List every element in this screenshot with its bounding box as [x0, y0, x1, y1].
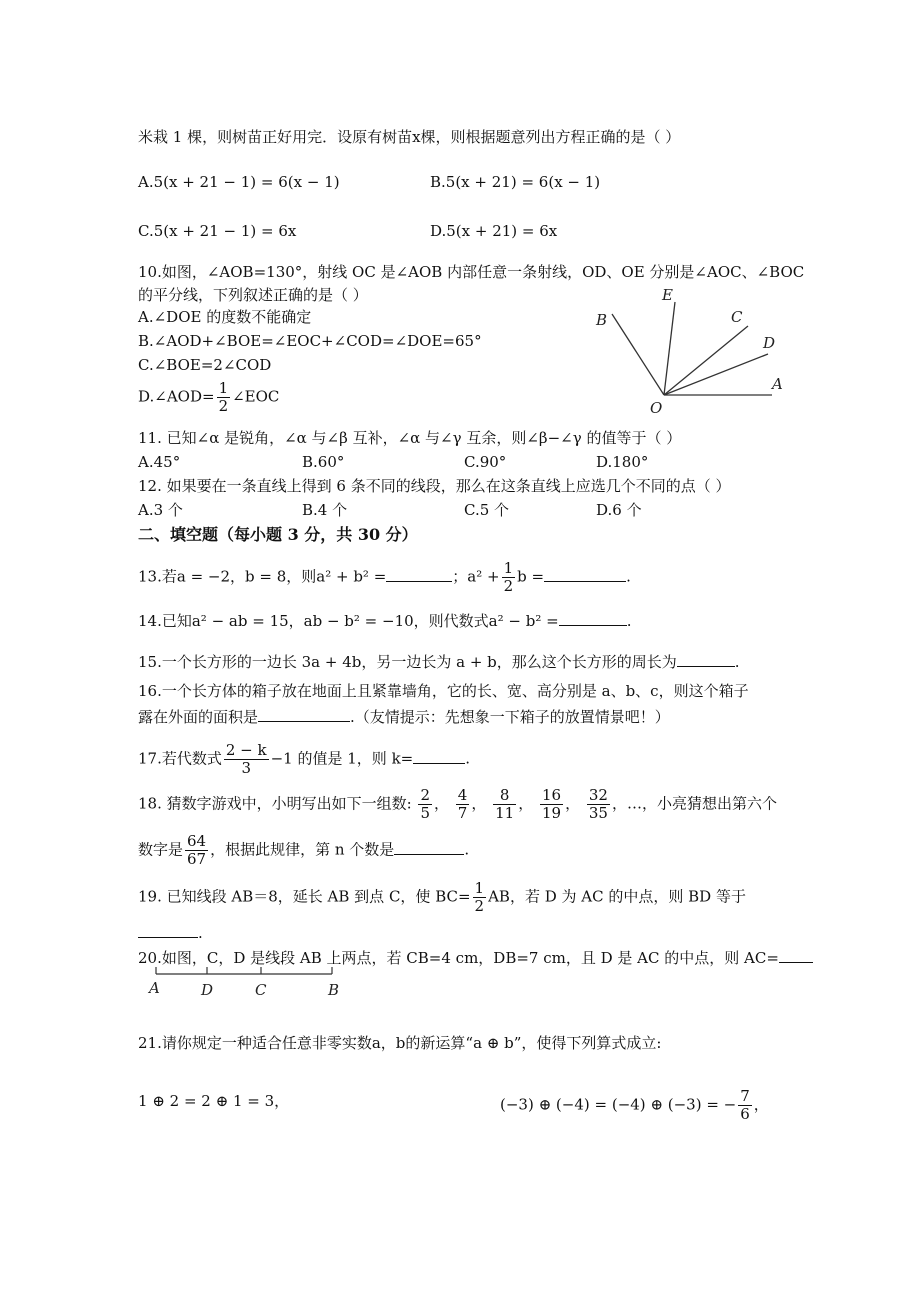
q12-option-c: C.5 个 [464, 501, 510, 519]
point-c: C [255, 981, 267, 999]
point-a: A [149, 979, 160, 997]
q14: 14.已知a² − ab = 15，ab − b² = −10，则代数式a² − b² = . [138, 609, 631, 631]
q10-line2: 的平分线，下列叙述正确的是（ ） [138, 286, 368, 304]
q18-line1: 18. 猜数字游戏中，小明写出如下一组数: $\frac{2}{5}$ ， $\frac{4}{7}$ ， $\frac{8}{11}$ ， $\frac{16}{19}$ ， $\frac{32}{35}$ ，…，小亮猜想出第六个 [138, 786, 777, 822]
q9-option-c: C.5(x + 21 − 1) = 6x [138, 222, 297, 240]
q10-line1: 10.如图，∠AOB=130°，射线 OC 是∠AOB 内部任意一条射线，OD、OE 分别是∠AOC、∠BOC [138, 263, 805, 281]
q19-line2: . [138, 921, 203, 943]
q20: 20.如图，C，D 是线段 AB 上两点，若 CB=4 cm，DB=7 cm，且 D 是 AC 的中点，则 AC= [138, 946, 813, 968]
q12-option-a: A.3 个 [138, 501, 183, 519]
ray-oc [664, 326, 748, 395]
q13: 13.若a = −2，b = 8，则a² + b² = ；a² + $\frac{1}{2}$ b = . [138, 559, 631, 595]
q16-line1: 16.一个长方体的箱子放在地面上且紧靠墙角，它的长、宽、高分别是 a、b、c，则这个箱子 [138, 682, 749, 700]
label-d: D [763, 334, 776, 352]
q21-stem: 21.请你规定一种适合任意非零实数a，b的新运算“a ⊕ b”，使得下列算式成立: [138, 1034, 662, 1052]
q21-eq1: 1 ⊕ 2 = 2 ⊕ 1 = 3， [138, 1092, 290, 1110]
q10-option-b: B.∠AOD+∠BOE=∠EOC+∠COD=∠DOE=65° [138, 332, 482, 350]
q16-line2: 露在外面的面积是 .（友情提示：先想象一下箱子的放置情景吧！） [138, 705, 670, 727]
q11-stem: 11. 已知∠α 是锐角，∠α 与∠β 互补，∠α 与∠γ 互余，则∠β−∠γ 的值等于（ ） [138, 429, 682, 447]
q9-option-d: D.5(x + 21) = 6x [430, 222, 558, 240]
q10-option-c: C.∠BOE=2∠COD [138, 356, 272, 374]
q12-stem: 12. 如果要在一条直线上得到 6 条不同的线段，那么在这条直线上应选几个不同的点（ ） [138, 477, 731, 495]
q12-option-b: B.4 个 [302, 501, 348, 519]
q10-option-a: A.∠DOE 的度数不能确定 [138, 308, 312, 326]
q11-option-c: C.90° [464, 453, 507, 471]
q19-line1: 19. 已知线段 AB＝8，延长 AB 到点 C，使 BC= $\frac{1}{2}$ AB，若 D 为 AC 的中点，则 BD 等于 [138, 879, 746, 915]
q9-option-a: A.5(x + 21 − 1) = 6(x − 1) [138, 173, 340, 191]
q11-option-a: A.45° [138, 453, 181, 471]
ray-od [664, 354, 768, 395]
q17: 17.若代数式 $\frac{2 - k}{3}$ −1 的值是 1，则 k= . [138, 741, 471, 777]
q10-option-d: D.∠AOD= $\frac{1}{2}$ ∠EOC [138, 379, 280, 415]
point-d: D [201, 981, 214, 999]
label-a: A [772, 375, 783, 393]
q9-option-b: B.5(x + 21) = 6(x − 1) [430, 173, 601, 191]
segment-figure [140, 962, 350, 1000]
section-2-heading: 二、填空题（每小题 3 分，共 30 分） [138, 525, 418, 544]
q11-option-b: B.60° [302, 453, 345, 471]
q12-option-d: D.6 个 [596, 501, 642, 519]
q15: 15.一个长方形的一边长 3a + 4b，另一边长为 a + b，那么这个长方形的周长为 . [138, 650, 740, 672]
label-e: E [662, 286, 673, 304]
ray-oe [664, 302, 675, 395]
q9-stem: 米栽 1 棵，则树苗正好用完．设原有树苗x棵，则根据题意列出方程正确的是（ ） [138, 128, 681, 146]
angle-figure [588, 282, 788, 417]
point-b: B [328, 981, 340, 999]
ray-ob [612, 314, 664, 395]
q18-line2: 数字是 $\frac{64}{67}$ ，根据此规律，第 n 个数是 . [138, 832, 470, 868]
q21-eq2: (−3) ⊕ (−4) = (−4) ⊕ (−3) = − $\frac{7}{6}$ ， [500, 1087, 769, 1123]
q11-option-d: D.180° [596, 453, 649, 471]
label-c: C [731, 308, 743, 326]
label-b: B [596, 311, 608, 329]
label-o: O [650, 399, 663, 417]
